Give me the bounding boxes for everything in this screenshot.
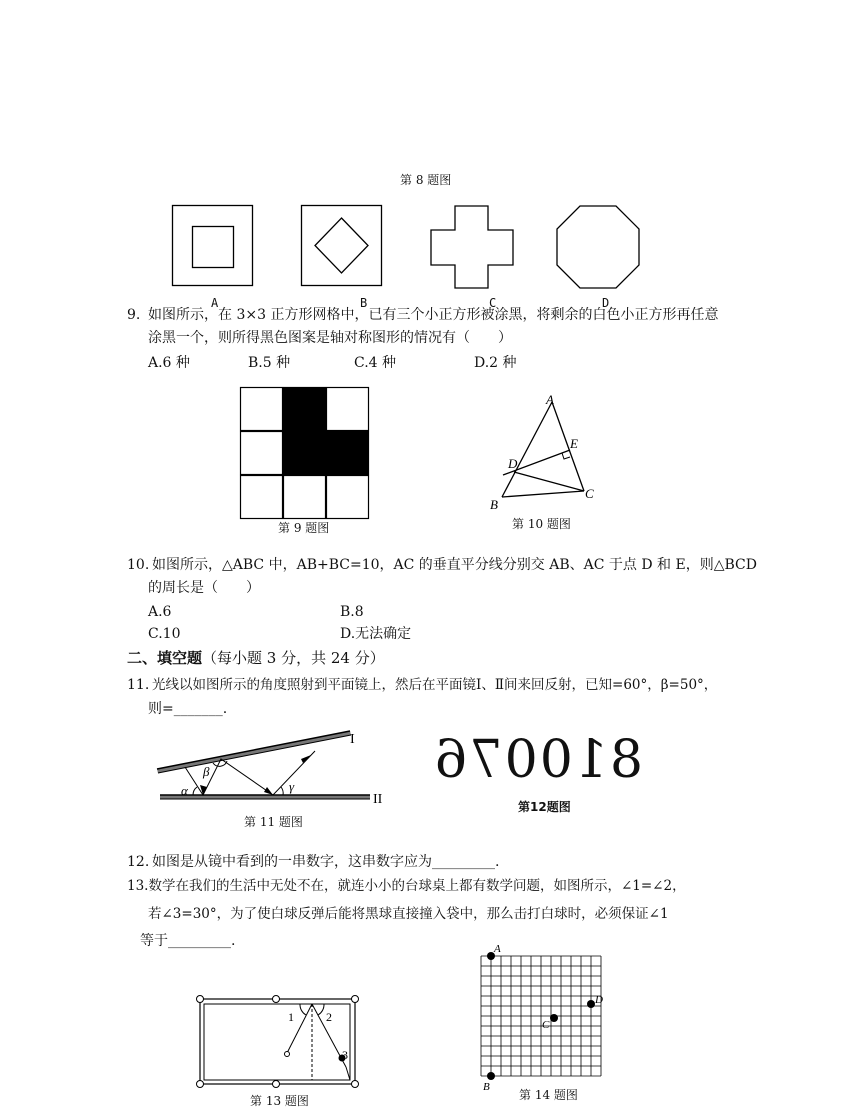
q13-text-line1: 13.数学在我们的生活中无处不在，就连小小的台球桌上都有数学问题，如图所示，∠1=∠2， bbox=[127, 878, 686, 894]
q9-option-d: D.2 种 bbox=[474, 355, 517, 371]
q8-label-c: C bbox=[489, 296, 497, 310]
q11-mirror-figure bbox=[155, 725, 395, 810]
q9-grid-cell bbox=[241, 476, 283, 519]
q10-triangle-figure bbox=[486, 392, 601, 517]
q9-grid-cell bbox=[241, 388, 283, 431]
q13-caption: 第 13 题图 bbox=[250, 1094, 309, 1108]
q14-point-d: D bbox=[595, 994, 603, 1006]
q9-grid-cell bbox=[241, 432, 283, 475]
q10-number: 10. bbox=[127, 557, 150, 573]
q13-angle-1-label: 1 bbox=[288, 1010, 294, 1024]
q14-caption: 第 14 题图 bbox=[519, 1088, 578, 1102]
q9-grid-cell bbox=[327, 388, 369, 431]
q11-beta-label: β bbox=[203, 764, 210, 779]
q10-text-line1: 如图所示，△ABC 中，AB+BC=10，AC 的垂直平分线分别交 AB、AC 于点 D 和 E，则△BCD bbox=[152, 557, 757, 573]
q10-option-c: C.10 bbox=[148, 626, 181, 642]
q8-figure-c bbox=[430, 205, 514, 289]
q9-text-line1: 如图所示，在 3×3 正方形网格中，已有三个小正方形被涂黑，将剩余的白色小正方形再任意 bbox=[148, 307, 719, 323]
q9-option-c: C.4 种 bbox=[354, 355, 397, 371]
q14-point-c: C bbox=[542, 1019, 550, 1031]
q14-grid-figure bbox=[478, 940, 618, 1093]
q14-point-a: A bbox=[494, 943, 501, 955]
q9-grid-cell bbox=[327, 476, 369, 519]
q11-text-line1: 光线以如图所示的角度照射到平面镜上，然后在平面镜Ⅰ、Ⅱ间来回反射，已知=60°，β=50°， bbox=[152, 677, 718, 693]
q10-option-b: B.8 bbox=[340, 604, 364, 620]
q12-mirrored-digits: 810076 bbox=[432, 730, 643, 790]
q10-point-b: B bbox=[490, 497, 498, 512]
q13-angle-2-label: 2 bbox=[326, 1010, 332, 1024]
q9-grid-cell bbox=[284, 476, 326, 519]
q13-text-line2: 若∠3=30°，为了使白球反弹后能将黑球直接撞入袋中，那么击打白球时，必须保证∠1 bbox=[148, 906, 669, 922]
q14-point-b: B bbox=[483, 1081, 490, 1093]
q8-figure-d bbox=[556, 205, 640, 289]
q11-mirror-1-label: I bbox=[350, 732, 355, 747]
q11-gamma-label: γ bbox=[289, 779, 295, 794]
section2-heading bbox=[127, 648, 385, 669]
q8-caption: 第 8 题图 bbox=[400, 173, 452, 187]
q13-angle-3-label: 3 bbox=[342, 1048, 348, 1062]
q9-number: 9. bbox=[127, 307, 141, 323]
q12-number: 12. bbox=[127, 854, 150, 870]
section2-title: 二、填空题 bbox=[127, 649, 203, 667]
q11-alpha-label: α bbox=[181, 783, 188, 798]
q10-point-a: A bbox=[546, 392, 554, 407]
section2-note: （每小题 3 分，共 24 分） bbox=[202, 649, 385, 667]
q12-caption: 第12题图 bbox=[518, 800, 571, 814]
q9-grid-cell bbox=[327, 432, 369, 475]
q10-option-a: A.6 bbox=[148, 604, 172, 620]
q10-point-e: E bbox=[570, 436, 578, 451]
q9-grid-cell bbox=[284, 432, 326, 475]
q9-option-a: A.6 种 bbox=[148, 355, 190, 371]
q10-option-d: D.无法确定 bbox=[340, 626, 412, 642]
q9-grid-figure bbox=[240, 387, 369, 519]
q9-text-line2: 涂黑一个，则所得黑色图案是轴对称图形的情况有（ ） bbox=[148, 330, 512, 346]
q13-billiard-figure bbox=[196, 995, 362, 1090]
q13-text-line3: 等于_________. bbox=[140, 933, 236, 949]
q8-figure-a bbox=[172, 205, 254, 287]
q11-caption: 第 11 题图 bbox=[244, 815, 303, 829]
q12-text: 如图是从镜中看到的一串数字，这串数字应为_________. bbox=[152, 854, 500, 870]
q8-label-b: B bbox=[360, 296, 368, 310]
q11-text-line2: 则=_______. bbox=[148, 701, 228, 717]
q10-text-line2: 的周长是（ ） bbox=[148, 580, 260, 596]
q10-caption: 第 10 题图 bbox=[512, 517, 571, 531]
q9-grid-cell bbox=[284, 388, 326, 431]
q8-label-d: D bbox=[602, 296, 610, 310]
q8-label-a: A bbox=[211, 296, 219, 310]
q10-point-c: C bbox=[585, 486, 594, 501]
q11-number: 11. bbox=[127, 677, 150, 693]
q9-option-b: B.5 种 bbox=[248, 355, 291, 371]
q10-point-d: D bbox=[508, 456, 518, 471]
q9-caption: 第 9 题图 bbox=[278, 521, 330, 535]
q8-figure-b bbox=[301, 205, 383, 287]
q11-mirror-2-label: II bbox=[373, 792, 383, 807]
